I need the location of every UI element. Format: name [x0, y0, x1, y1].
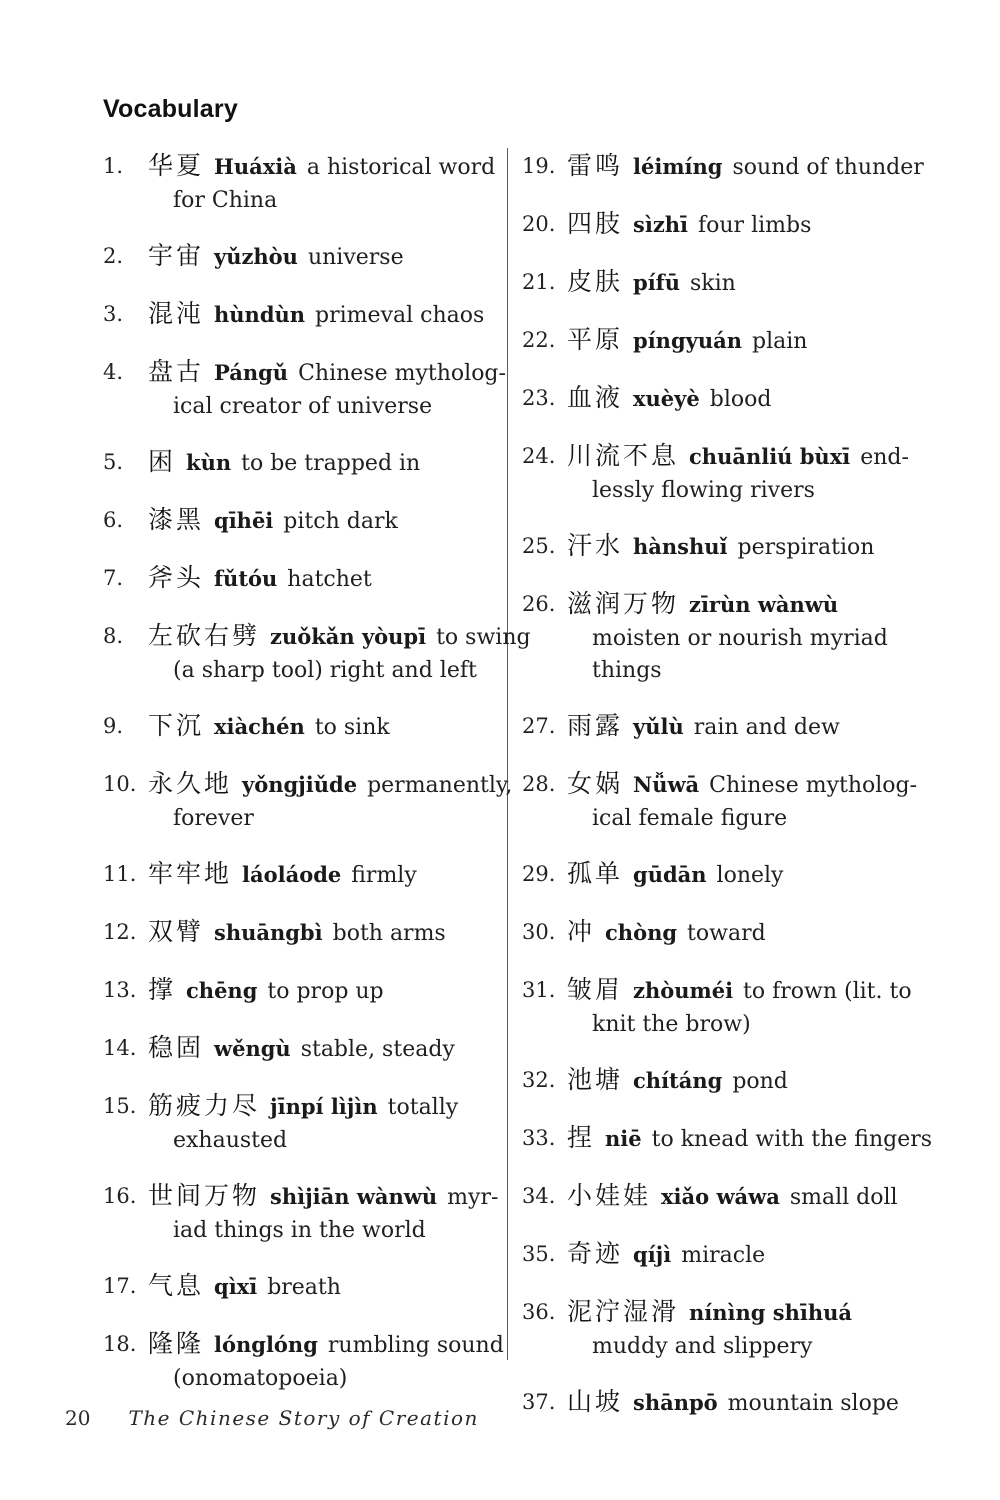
- hanzi-text: 雨露: [567, 711, 624, 740]
- vocab-item: [103, 446, 531, 481]
- item-number: 34.: [522, 1184, 556, 1208]
- item-first-line: [148, 1270, 341, 1305]
- pinyin-text: zhòuméi: [633, 978, 734, 1003]
- definition-text: universe: [307, 245, 404, 270]
- definition-continuation-line: lessly flowing rivers: [592, 478, 815, 503]
- definition-text: Chinese mytholog-: [709, 773, 918, 798]
- definition-text: mountain slope: [727, 1391, 899, 1416]
- hanzi-text: 华夏: [148, 151, 205, 180]
- vocab-item: [522, 1180, 932, 1215]
- item-number: 20.: [522, 212, 556, 236]
- definition-continuation-line: iad things in the world: [173, 1218, 426, 1243]
- item-first-line: [148, 562, 372, 597]
- vocab-item: [522, 768, 932, 835]
- pinyin-text: fǔtóu: [214, 566, 278, 591]
- definition-text: to sink: [314, 715, 390, 740]
- item-first-line: [567, 768, 917, 803]
- item-number: 12.: [103, 920, 137, 944]
- item-number: 3.: [103, 302, 124, 326]
- pinyin-text: xuèyè: [633, 386, 700, 411]
- hanzi-text: 筋疲力尽: [148, 1091, 261, 1120]
- pinyin-text: shuāngbì: [214, 920, 323, 945]
- item-content: [148, 446, 420, 481]
- vocab-item: [103, 1180, 531, 1247]
- item-first-line: [148, 710, 390, 745]
- hanzi-text: 隆隆: [148, 1329, 205, 1358]
- vocab-item: [103, 150, 531, 217]
- item-number: 36.: [522, 1300, 556, 1324]
- item-content: [567, 916, 766, 951]
- pinyin-text: gūdān: [633, 862, 707, 887]
- item-number: 33.: [522, 1126, 556, 1150]
- vocab-column-right: [522, 150, 932, 1444]
- item-content: [567, 208, 811, 243]
- item-content: [148, 1180, 498, 1247]
- item-number: 18.: [103, 1332, 137, 1356]
- definition-text: totally: [387, 1095, 459, 1120]
- pinyin-text: lónglóng: [214, 1332, 318, 1357]
- hanzi-text: 女娲: [567, 769, 624, 798]
- hanzi-text: 皱眉: [567, 975, 624, 1004]
- item-content: [148, 1328, 504, 1395]
- definition-continuation-line: knit the brow): [592, 1012, 751, 1037]
- item-number: 4.: [103, 360, 124, 384]
- hanzi-text: 山坡: [567, 1387, 624, 1416]
- definition-text: to swing: [436, 625, 531, 650]
- pinyin-text: zuǒkǎn yòupī: [270, 624, 427, 649]
- item-first-line: [567, 530, 874, 565]
- item-first-line: [148, 1090, 458, 1125]
- item-content: [148, 710, 390, 745]
- vocab-item: [103, 974, 531, 1009]
- vocab-item: [522, 710, 932, 745]
- definition-continuation-line: muddy and slippery: [592, 1334, 813, 1359]
- definition-text: perspiration: [737, 535, 875, 560]
- item-content: [148, 768, 512, 835]
- item-first-line: [567, 588, 888, 623]
- definition-text: Chinese mytholog-: [298, 361, 506, 386]
- hanzi-text: 池塘: [567, 1065, 624, 1094]
- vocab-item: [522, 530, 932, 565]
- item-content: [148, 916, 446, 951]
- item-first-line: [148, 1180, 498, 1215]
- hanzi-text: 奇迹: [567, 1239, 624, 1268]
- vocab-item: [522, 916, 932, 951]
- pinyin-text: sìzhī: [633, 212, 688, 237]
- pinyin-text: hànshuǐ: [633, 534, 728, 559]
- hanzi-text: 困: [148, 447, 177, 476]
- item-content: [148, 1270, 341, 1305]
- item-first-line: [567, 916, 766, 951]
- hanzi-text: 漆黑: [148, 505, 205, 534]
- pinyin-text: xiǎo wáwa: [661, 1184, 780, 1209]
- definition-text: permanently,: [367, 773, 513, 798]
- pinyin-text: nínìng shīhuá: [689, 1300, 852, 1325]
- item-content: [567, 266, 736, 301]
- definition-continuation-line: for China: [173, 188, 278, 213]
- item-number: 31.: [522, 978, 556, 1002]
- pinyin-text: qīhēi: [214, 508, 274, 533]
- hanzi-text: 汗水: [567, 531, 624, 560]
- pinyin-text: niē: [605, 1126, 642, 1151]
- item-content: [567, 858, 783, 893]
- item-content: [567, 382, 771, 417]
- pinyin-text: shānpō: [633, 1390, 718, 1415]
- item-number: 1.: [103, 154, 124, 178]
- item-number: 26.: [522, 592, 556, 616]
- vocab-item: [103, 710, 531, 745]
- hanzi-text: 混沌: [148, 299, 205, 328]
- vocab-item: [522, 266, 932, 301]
- hanzi-text: 撑: [148, 975, 177, 1004]
- item-number: 27.: [522, 714, 556, 738]
- item-content: [567, 588, 888, 687]
- item-first-line: [148, 768, 512, 803]
- item-first-line: [567, 440, 909, 475]
- item-number: 5.: [103, 450, 124, 474]
- vocab-item: [103, 562, 531, 597]
- page-number: 20: [65, 1406, 91, 1430]
- vocab-item: [103, 298, 531, 333]
- item-number: 14.: [103, 1036, 137, 1060]
- item-content: [567, 768, 917, 835]
- item-first-line: [148, 298, 484, 333]
- item-first-line: [148, 1328, 504, 1363]
- item-content: [148, 150, 495, 217]
- item-content: [567, 1238, 765, 1273]
- vocab-item: [522, 1122, 932, 1157]
- item-first-line: [567, 324, 807, 359]
- definition-text: small doll: [789, 1185, 898, 1210]
- hanzi-text: 捏: [567, 1123, 596, 1152]
- hanzi-text: 平原: [567, 325, 624, 354]
- pinyin-text: yǔzhòu: [214, 244, 298, 269]
- definition-text: to knead with the fingers: [651, 1127, 933, 1152]
- pinyin-text: wěngù: [214, 1036, 291, 1061]
- item-first-line: [567, 382, 771, 417]
- definition-continuation-line: ical female figure: [592, 806, 788, 831]
- item-content: [148, 240, 404, 275]
- item-first-line: [567, 1122, 932, 1157]
- item-content: [148, 1090, 458, 1157]
- item-first-line: [148, 858, 417, 893]
- item-first-line: [567, 208, 811, 243]
- item-content: [567, 1296, 862, 1363]
- item-number: 24.: [522, 444, 556, 468]
- definition-text: pitch dark: [283, 509, 398, 534]
- hanzi-text: 稳固: [148, 1033, 205, 1062]
- definition-text: four limbs: [698, 213, 812, 238]
- item-content: [567, 1386, 899, 1421]
- item-number: 10.: [103, 772, 137, 796]
- vocab-item: [103, 916, 531, 951]
- item-first-line: [148, 446, 420, 481]
- item-content: [567, 1122, 932, 1157]
- pinyin-text: Pángǔ: [214, 360, 289, 385]
- hanzi-text: 滋润万物: [567, 589, 680, 618]
- item-first-line: [567, 974, 912, 1009]
- item-number: 21.: [522, 270, 556, 294]
- item-content: [148, 504, 398, 539]
- vocab-item: [103, 504, 531, 539]
- definition-continuation-line: moisten or nourish myriad: [592, 626, 888, 651]
- hanzi-text: 皮肤: [567, 267, 624, 296]
- item-first-line: [148, 150, 495, 185]
- pinyin-text: zīrùn wànwù: [689, 592, 839, 617]
- vocab-item: [103, 768, 531, 835]
- item-number: 37.: [522, 1390, 556, 1414]
- vocab-item: [522, 208, 932, 243]
- hanzi-text: 冲: [567, 917, 596, 946]
- item-content: [148, 356, 506, 423]
- definition-text: to prop up: [267, 979, 384, 1004]
- definition-text: toward: [687, 921, 766, 946]
- pinyin-text: yǔlù: [633, 714, 684, 739]
- item-number: 9.: [103, 714, 124, 738]
- definition-text: lonely: [716, 863, 784, 888]
- definition-text: breath: [267, 1275, 341, 1300]
- item-content: [148, 298, 484, 333]
- hanzi-text: 小娃娃: [567, 1181, 652, 1210]
- item-first-line: [148, 504, 398, 539]
- definition-text: rumbling sound: [327, 1333, 504, 1358]
- hanzi-text: 斧头: [148, 563, 205, 592]
- hanzi-text: 气息: [148, 1271, 205, 1300]
- definition-text: blood: [709, 387, 772, 412]
- vocab-item: [522, 974, 932, 1041]
- item-first-line: [148, 974, 384, 1009]
- vocab-item: [103, 240, 531, 275]
- hanzi-text: 宇宙: [148, 241, 205, 270]
- pinyin-text: chuānliú bùxī: [689, 444, 851, 469]
- item-number: 29.: [522, 862, 556, 886]
- item-first-line: [148, 240, 404, 275]
- vocab-item: [522, 588, 932, 687]
- pinyin-text: píngyuán: [633, 328, 742, 353]
- hanzi-text: 血液: [567, 383, 624, 412]
- vocab-item: [522, 150, 932, 185]
- item-first-line: [567, 1238, 765, 1273]
- item-content: [148, 858, 417, 893]
- vocab-item: [103, 858, 531, 893]
- pinyin-text: qíjì: [633, 1242, 672, 1267]
- item-number: 25.: [522, 534, 556, 558]
- item-first-line: [567, 1064, 788, 1099]
- hanzi-text: 双臂: [148, 917, 205, 946]
- vocab-item: [522, 1238, 932, 1273]
- definition-text: stable, steady: [300, 1037, 455, 1062]
- item-first-line: [567, 1180, 898, 1215]
- pinyin-text: xiàchén: [214, 714, 305, 739]
- item-content: [567, 974, 912, 1041]
- vocab-item: [522, 324, 932, 359]
- vocab-item: [103, 1090, 531, 1157]
- hanzi-text: 左砍右劈: [148, 621, 261, 650]
- definition-text: pond: [732, 1069, 788, 1094]
- definition-text: hatchet: [287, 567, 372, 592]
- item-content: [148, 620, 531, 687]
- item-number: 8.: [103, 624, 124, 648]
- pinyin-text: chēng: [186, 978, 258, 1003]
- item-number: 7.: [103, 566, 124, 590]
- hanzi-text: 世间万物: [148, 1181, 261, 1210]
- item-content: [567, 440, 909, 507]
- definition-continuation-line: (onomatopoeia): [173, 1366, 348, 1391]
- hanzi-text: 泥泞湿滑: [567, 1297, 680, 1326]
- item-first-line: [567, 1386, 899, 1421]
- hanzi-text: 雷鸣: [567, 151, 624, 180]
- item-number: 15.: [103, 1094, 137, 1118]
- definition-text: skin: [689, 271, 736, 296]
- item-number: 35.: [522, 1242, 556, 1266]
- hanzi-text: 四肢: [567, 209, 624, 238]
- item-content: [567, 710, 840, 745]
- vocab-item: [522, 440, 932, 507]
- item-first-line: [148, 916, 446, 951]
- definition-continuation-line: things: [592, 658, 662, 683]
- definition-continuation-line: forever: [173, 806, 254, 831]
- item-number: 30.: [522, 920, 556, 944]
- item-first-line: [567, 710, 840, 745]
- definition-text: rain and dew: [693, 715, 840, 740]
- pinyin-text: hùndùn: [214, 302, 306, 327]
- definition-continuation-line: exhausted: [173, 1128, 288, 1153]
- hanzi-text: 永久地: [148, 769, 233, 798]
- item-number: 13.: [103, 978, 137, 1002]
- item-number: 23.: [522, 386, 556, 410]
- pinyin-text: chítáng: [633, 1068, 723, 1093]
- item-first-line: [148, 356, 506, 391]
- hanzi-text: 下沉: [148, 711, 205, 740]
- vocab-item: [522, 1296, 932, 1363]
- item-content: [567, 1180, 898, 1215]
- hanzi-text: 孤单: [567, 859, 624, 888]
- vocab-item: [103, 1032, 531, 1067]
- pinyin-text: pífū: [633, 270, 680, 295]
- item-number: 16.: [103, 1184, 137, 1208]
- vocab-item: [103, 356, 531, 423]
- item-first-line: [148, 620, 531, 655]
- definition-text: primeval chaos: [315, 303, 485, 328]
- item-content: [567, 324, 807, 359]
- item-first-line: [567, 858, 783, 893]
- running-book-title: The Chinese Story of Creation: [128, 1406, 479, 1430]
- item-first-line: [567, 266, 736, 301]
- pinyin-text: yǒngjiǔde: [242, 772, 358, 797]
- definition-text: myr-: [447, 1185, 499, 1210]
- definition-text: plain: [751, 329, 808, 354]
- page-footer: [65, 1406, 479, 1430]
- definition-text: miracle: [681, 1243, 766, 1268]
- pinyin-text: láoláode: [242, 862, 342, 887]
- item-content: [148, 974, 384, 1009]
- definition-text: both arms: [332, 921, 446, 946]
- hanzi-text: 川流不息: [567, 441, 680, 470]
- item-number: 11.: [103, 862, 137, 886]
- hanzi-text: 牢牢地: [148, 859, 233, 888]
- definition-text: a historical word: [306, 155, 496, 180]
- definition-text: firmly: [351, 863, 417, 888]
- item-number: 2.: [103, 244, 124, 268]
- item-number: 17.: [103, 1274, 137, 1298]
- item-first-line: [567, 150, 924, 185]
- item-number: 32.: [522, 1068, 556, 1092]
- definition-continuation-line: ical creator of universe: [173, 394, 433, 419]
- pinyin-text: shìjiān wànwù: [270, 1184, 438, 1209]
- item-number: 6.: [103, 508, 124, 532]
- vocab-item: [103, 1270, 531, 1305]
- vocab-item: [522, 1386, 932, 1421]
- definition-text: end-: [860, 445, 909, 470]
- vocab-item: [522, 1064, 932, 1099]
- definition-text: to be trapped in: [241, 451, 421, 476]
- item-content: [567, 530, 874, 565]
- definition-text: to frown (lit. to: [743, 979, 912, 1004]
- pinyin-text: Nǚwā: [633, 772, 700, 797]
- pinyin-text: chòng: [605, 920, 678, 945]
- item-content: [148, 1032, 455, 1067]
- item-first-line: [567, 1296, 862, 1331]
- pinyin-text: kùn: [186, 450, 232, 475]
- pinyin-text: Huáxià: [214, 154, 297, 179]
- vocab-item: [522, 858, 932, 893]
- item-content: [567, 150, 924, 185]
- item-number: 22.: [522, 328, 556, 352]
- definition-text: sound of thunder: [732, 155, 924, 180]
- vocab-item: [103, 1328, 531, 1395]
- page-title: Vocabulary: [103, 95, 238, 123]
- pinyin-text: jīnpí lìjìn: [270, 1094, 378, 1119]
- pinyin-text: léimíng: [633, 154, 723, 179]
- vocab-item: [103, 620, 531, 687]
- vocab-item: [522, 382, 932, 417]
- vocab-column-left: [103, 150, 531, 1418]
- item-content: [567, 1064, 788, 1099]
- item-first-line: [148, 1032, 455, 1067]
- pinyin-text: qìxī: [214, 1274, 258, 1299]
- hanzi-text: 盘古: [148, 357, 205, 386]
- item-content: [148, 562, 372, 597]
- item-number: 19.: [522, 154, 556, 178]
- definition-continuation-line: (a sharp tool) right and left: [173, 658, 477, 683]
- item-number: 28.: [522, 772, 556, 796]
